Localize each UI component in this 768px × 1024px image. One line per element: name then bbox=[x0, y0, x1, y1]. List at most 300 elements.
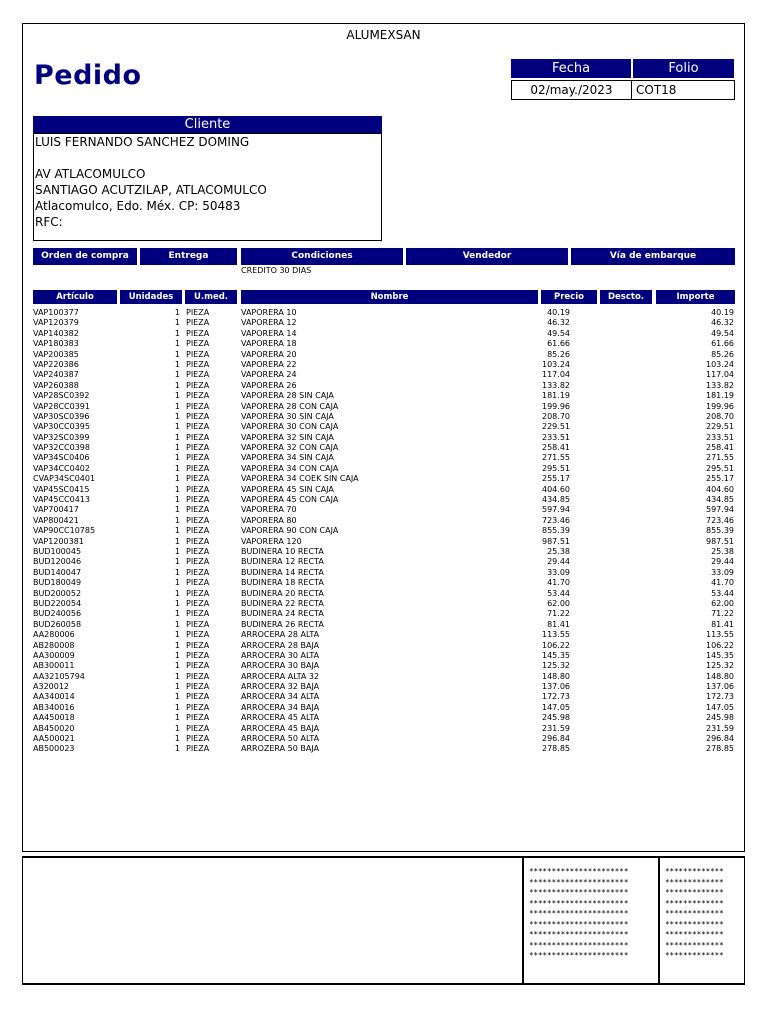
table-row bbox=[33, 453, 735, 463]
items-table bbox=[33, 308, 735, 755]
umed-cell: PIEZA bbox=[186, 650, 210, 660]
unidades-cell: 1 bbox=[174, 744, 180, 754]
nombre-cell: VAPORERA 14 bbox=[241, 328, 297, 338]
articulo-cell: BUD140047 bbox=[33, 567, 82, 577]
importe-cell: 113.55 bbox=[706, 630, 734, 640]
masked-total-line: ************* bbox=[665, 951, 724, 960]
umed-cell: PIEZA bbox=[186, 536, 210, 546]
masked-total-line: ************* bbox=[665, 888, 724, 897]
masked-total-line: ********************** bbox=[529, 919, 629, 929]
nombre-cell: ARROCERA 45 ALTA bbox=[241, 713, 320, 723]
document-title: Pedido bbox=[34, 60, 142, 91]
umed-cell: PIEZA bbox=[186, 598, 210, 608]
nombre-cell: VAPORERA 45 CON CAJA bbox=[241, 495, 339, 505]
unidades-cell: 1 bbox=[174, 495, 180, 505]
table-row bbox=[33, 495, 735, 505]
nombre-cell: ARROCERA 34 ALTA bbox=[241, 692, 320, 702]
umed-cell: PIEZA bbox=[186, 328, 210, 338]
masked-total-line: ********************** bbox=[529, 898, 629, 908]
orden-compra-header: Orden de compra bbox=[33, 248, 137, 265]
table-row bbox=[33, 651, 735, 661]
articulo-cell: AB280008 bbox=[33, 640, 75, 650]
umed-cell: PIEZA bbox=[186, 671, 210, 681]
umed-cell: PIEZA bbox=[186, 359, 210, 369]
precio-cell: 25.38 bbox=[547, 546, 570, 556]
importe-cell: 296.84 bbox=[706, 734, 734, 744]
articulo-cell: BUD200052 bbox=[33, 588, 82, 598]
nombre-cell: ARROCERA 28 ALTA bbox=[241, 630, 320, 640]
unidades-cell: 1 bbox=[174, 328, 180, 338]
umed-cell: PIEZA bbox=[186, 609, 210, 619]
umed-cell: PIEZA bbox=[186, 661, 210, 671]
precio-cell: 125.32 bbox=[542, 661, 570, 671]
precio-cell: 40.19 bbox=[547, 308, 570, 317]
entrega-header: Entrega bbox=[140, 248, 237, 265]
umed-cell: PIEZA bbox=[186, 484, 210, 494]
importe-cell: 85.26 bbox=[711, 349, 734, 359]
nombre-cell: BUDINERA 26 RECTA bbox=[241, 619, 324, 629]
importe-cell: 125.32 bbox=[706, 661, 734, 671]
unidades-cell: 1 bbox=[174, 526, 180, 536]
precio-cell: 46.32 bbox=[547, 318, 570, 328]
importe-cell: 255.17 bbox=[706, 474, 734, 484]
nombre-cell: BUDINERA 18 RECTA bbox=[241, 578, 324, 588]
precio-cell: 855.39 bbox=[542, 526, 570, 536]
folio-value: COT18 bbox=[631, 80, 735, 100]
unidades-cell: 1 bbox=[174, 484, 180, 494]
nombre-cell: ARROZERA 50 BAJA bbox=[241, 744, 320, 754]
table-row bbox=[33, 713, 735, 723]
nombre-cell: VAPORERA 18 bbox=[241, 339, 297, 349]
precio-cell: 145.35 bbox=[542, 650, 570, 660]
col-precio: Precio bbox=[541, 290, 597, 304]
umed-cell: PIEZA bbox=[186, 318, 210, 328]
table-row bbox=[33, 703, 735, 713]
masked-total-line: ********************** bbox=[529, 877, 629, 887]
nombre-cell: BUDINERA 20 RECTA bbox=[241, 588, 324, 598]
table-row bbox=[33, 724, 735, 734]
precio-cell: 271.55 bbox=[542, 453, 570, 463]
table-row bbox=[33, 464, 735, 474]
cliente-label: Cliente bbox=[33, 116, 382, 133]
nombre-cell: VAPORERA 32 CON CAJA bbox=[241, 443, 339, 453]
vendedor-header: Vendedor bbox=[406, 248, 568, 265]
col-articulo: Artículo bbox=[33, 290, 117, 304]
umed-cell: PIEZA bbox=[186, 453, 210, 463]
articulo-cell: VAP100377 bbox=[33, 308, 79, 317]
cliente-address3: Atlacomulco, Edo. Méx. CP: 50483 bbox=[35, 199, 241, 213]
table-row bbox=[33, 391, 735, 401]
table-row bbox=[33, 308, 735, 318]
col-umed: U.med. bbox=[185, 290, 237, 304]
importe-cell: 208.70 bbox=[706, 411, 734, 421]
importe-cell: 145.35 bbox=[706, 650, 734, 660]
unidades-cell: 1 bbox=[174, 650, 180, 660]
articulo-cell: VAP180383 bbox=[33, 339, 79, 349]
unidades-cell: 1 bbox=[174, 432, 180, 442]
table-row bbox=[33, 599, 735, 609]
nombre-cell: VAPORERA 34 COEK SIN CAJA bbox=[241, 474, 359, 484]
nombre-cell: VAPORERA 30 SIN CAJA bbox=[241, 411, 334, 421]
articulo-cell: VAP32SC0399 bbox=[33, 432, 90, 442]
nombre-cell: VAPORERA 120 bbox=[241, 536, 302, 546]
importe-cell: 49.54 bbox=[711, 328, 734, 338]
importe-cell: 53.44 bbox=[711, 588, 734, 598]
company-name: ALUMEXSAN bbox=[346, 28, 421, 42]
unidades-cell: 1 bbox=[174, 515, 180, 525]
importe-cell: 71.22 bbox=[711, 609, 734, 619]
nombre-cell: VAPORERA 34 SIN CAJA bbox=[241, 453, 334, 463]
articulo-cell: VAP28SC0392 bbox=[33, 391, 90, 401]
table-row bbox=[33, 557, 735, 567]
articulo-cell: BUD260058 bbox=[33, 619, 82, 629]
precio-cell: 133.82 bbox=[542, 380, 570, 390]
table-row bbox=[33, 589, 735, 599]
unidades-cell: 1 bbox=[174, 671, 180, 681]
articulo-cell: VAP200385 bbox=[33, 349, 79, 359]
umed-cell: PIEZA bbox=[186, 339, 210, 349]
umed-cell: PIEZA bbox=[186, 567, 210, 577]
umed-cell: PIEZA bbox=[186, 370, 210, 380]
precio-cell: 233.51 bbox=[542, 432, 570, 442]
importe-cell: 295.51 bbox=[706, 463, 734, 473]
umed-cell: PIEZA bbox=[186, 432, 210, 442]
table-row bbox=[33, 682, 735, 692]
precio-cell: 85.26 bbox=[547, 349, 570, 359]
nombre-cell: VAPORERA 22 bbox=[241, 359, 297, 369]
table-row bbox=[33, 474, 735, 484]
importe-cell: 404.60 bbox=[706, 484, 734, 494]
importe-cell: 199.96 bbox=[706, 401, 734, 411]
precio-cell: 434.85 bbox=[542, 495, 570, 505]
table-row bbox=[33, 526, 735, 536]
masked-total-line: ************* bbox=[665, 919, 724, 929]
importe-cell: 855.39 bbox=[706, 526, 734, 536]
condiciones-value: CREDITO 30 DIAS bbox=[241, 266, 312, 275]
precio-cell: 404.60 bbox=[542, 484, 570, 494]
importe-cell: 434.85 bbox=[706, 495, 734, 505]
unidades-cell: 1 bbox=[174, 536, 180, 546]
table-row bbox=[33, 672, 735, 682]
precio-cell: 81.41 bbox=[547, 619, 570, 629]
umed-cell: PIEZA bbox=[186, 474, 210, 484]
importe-cell: 33.09 bbox=[711, 567, 734, 577]
unidades-cell: 1 bbox=[174, 422, 180, 432]
nombre-cell: VAPORERA 90 CON CAJA bbox=[241, 526, 339, 536]
umed-cell: PIEZA bbox=[186, 308, 210, 317]
totals-divider-1 bbox=[522, 856, 524, 985]
umed-cell: PIEZA bbox=[186, 578, 210, 588]
umed-cell: PIEZA bbox=[186, 640, 210, 650]
table-row bbox=[33, 370, 735, 380]
articulo-cell: VAP700417 bbox=[33, 505, 79, 515]
importe-cell: 271.55 bbox=[706, 453, 734, 463]
table-row bbox=[33, 661, 735, 671]
articulo-cell: BUD100045 bbox=[33, 546, 82, 556]
nombre-cell: BUDINERA 24 RECTA bbox=[241, 609, 324, 619]
table-row bbox=[33, 350, 735, 360]
importe-cell: 148.80 bbox=[706, 671, 734, 681]
precio-cell: 255.17 bbox=[542, 474, 570, 484]
unidades-cell: 1 bbox=[174, 609, 180, 619]
articulo-cell: AA280006 bbox=[33, 630, 75, 640]
umed-cell: PIEZA bbox=[186, 692, 210, 702]
masked-total-line: ********************** bbox=[529, 909, 629, 918]
masked-total-line: ************* bbox=[665, 909, 724, 918]
table-row bbox=[33, 641, 735, 651]
cliente-rfc: RFC: bbox=[35, 215, 63, 229]
importe-cell: 278.85 bbox=[706, 744, 734, 754]
nombre-cell: ARROCERA 45 BAJA bbox=[241, 723, 320, 733]
nombre-cell: ARROCERA ALTA 32 bbox=[241, 671, 320, 681]
precio-cell: 295.51 bbox=[542, 463, 570, 473]
umed-cell: PIEZA bbox=[186, 443, 210, 453]
unidades-cell: 1 bbox=[174, 318, 180, 328]
articulo-cell: AA450018 bbox=[33, 713, 75, 723]
unidades-cell: 1 bbox=[174, 401, 180, 411]
articulo-cell: VAP260388 bbox=[33, 380, 79, 390]
totals-divider-2 bbox=[658, 856, 660, 985]
articulo-cell: VAP34SC0406 bbox=[33, 453, 90, 463]
nombre-cell: ARROCERA 32 BAJA bbox=[241, 682, 320, 692]
unidades-cell: 1 bbox=[174, 598, 180, 608]
cliente-line2 bbox=[34, 150, 381, 166]
articulo-cell: VAP220386 bbox=[33, 359, 79, 369]
umed-cell: PIEZA bbox=[186, 463, 210, 473]
umed-cell: PIEZA bbox=[186, 588, 210, 598]
table-row bbox=[33, 578, 735, 588]
precio-cell: 49.54 bbox=[547, 328, 570, 338]
precio-cell: 106.22 bbox=[542, 640, 570, 650]
table-row bbox=[33, 630, 735, 640]
nombre-cell: VAPORERA 34 CON CAJA bbox=[241, 463, 339, 473]
cliente-box bbox=[33, 133, 382, 241]
articulo-cell: AA340014 bbox=[33, 692, 75, 702]
unidades-cell: 1 bbox=[174, 578, 180, 588]
unidades-cell: 1 bbox=[174, 723, 180, 733]
articulo-cell: VAP34CC0402 bbox=[33, 463, 90, 473]
masked-total-line: ************* bbox=[665, 877, 724, 887]
fecha-label: Fecha bbox=[511, 59, 631, 78]
importe-cell: 245.98 bbox=[706, 713, 734, 723]
precio-cell: 296.84 bbox=[542, 734, 570, 744]
unidades-cell: 1 bbox=[174, 702, 180, 712]
umed-cell: PIEZA bbox=[186, 515, 210, 525]
table-row bbox=[33, 381, 735, 391]
unidades-cell: 1 bbox=[174, 619, 180, 629]
precio-cell: 258.41 bbox=[542, 443, 570, 453]
precio-cell: 62.00 bbox=[547, 598, 570, 608]
articulo-cell: AA500021 bbox=[33, 734, 75, 744]
precio-cell: 231.59 bbox=[542, 723, 570, 733]
precio-cell: 278.85 bbox=[542, 744, 570, 754]
unidades-cell: 1 bbox=[174, 567, 180, 577]
unidades-cell: 1 bbox=[174, 505, 180, 515]
umed-cell: PIEZA bbox=[186, 744, 210, 754]
unidades-cell: 1 bbox=[174, 474, 180, 484]
totals-box bbox=[22, 856, 745, 985]
articulo-cell: VAP30CC0395 bbox=[33, 422, 90, 432]
articulo-cell: VAP120379 bbox=[33, 318, 79, 328]
nombre-cell: VAPORERA 70 bbox=[241, 505, 297, 515]
cliente-name: LUIS FERNANDO SANCHEZ DOMING bbox=[35, 135, 250, 149]
precio-cell: 53.44 bbox=[547, 588, 570, 598]
nombre-cell: BUDINERA 14 RECTA bbox=[241, 567, 324, 577]
precio-cell: 61.66 bbox=[547, 339, 570, 349]
unidades-cell: 1 bbox=[174, 349, 180, 359]
unidades-cell: 1 bbox=[174, 713, 180, 723]
umed-cell: PIEZA bbox=[186, 495, 210, 505]
precio-cell: 148.80 bbox=[542, 671, 570, 681]
precio-cell: 987.51 bbox=[542, 536, 570, 546]
umed-cell: PIEZA bbox=[186, 391, 210, 401]
masked-total-line: ********************** bbox=[529, 940, 629, 950]
articulo-cell: BUD180049 bbox=[33, 578, 82, 588]
cliente-address2: SANTIAGO ACUTZILAP, ATLACOMULCO bbox=[35, 183, 267, 197]
articulo-cell: CVAP34SC0401 bbox=[33, 474, 96, 484]
articulo-cell: BUD120046 bbox=[33, 557, 82, 567]
table-row bbox=[33, 412, 735, 422]
importe-cell: 61.66 bbox=[711, 339, 734, 349]
importe-cell: 137.06 bbox=[706, 682, 734, 692]
importe-cell: 181.19 bbox=[706, 391, 734, 401]
precio-cell: 723.46 bbox=[542, 515, 570, 525]
umed-cell: PIEZA bbox=[186, 702, 210, 712]
unidades-cell: 1 bbox=[174, 443, 180, 453]
precio-cell: 29.44 bbox=[547, 557, 570, 567]
importe-cell: 233.51 bbox=[706, 432, 734, 442]
importe-cell: 172.73 bbox=[706, 692, 734, 702]
table-row bbox=[33, 422, 735, 432]
masked-total-line: ********************** bbox=[529, 930, 629, 939]
articulo-cell: BUD240056 bbox=[33, 609, 82, 619]
unidades-cell: 1 bbox=[174, 453, 180, 463]
importe-cell: 103.24 bbox=[706, 359, 734, 369]
umed-cell: PIEZA bbox=[186, 505, 210, 515]
nombre-cell: ARROCERA 30 ALTA bbox=[241, 650, 320, 660]
table-row bbox=[33, 516, 735, 526]
masked-total-line: ********************** bbox=[529, 951, 629, 960]
col-descto: Descto. bbox=[600, 290, 652, 304]
nombre-cell: VAPORERA 28 SIN CAJA bbox=[241, 391, 334, 401]
importe-cell: 597.94 bbox=[706, 505, 734, 515]
importe-cell: 147.05 bbox=[706, 702, 734, 712]
precio-cell: 208.70 bbox=[542, 411, 570, 421]
precio-cell: 597.94 bbox=[542, 505, 570, 515]
table-row bbox=[33, 734, 735, 744]
umed-cell: PIEZA bbox=[186, 723, 210, 733]
nombre-cell: BUDINERA 10 RECTA bbox=[241, 546, 324, 556]
importe-cell: 62.00 bbox=[711, 598, 734, 608]
umed-cell: PIEZA bbox=[186, 411, 210, 421]
table-row bbox=[33, 318, 735, 328]
unidades-cell: 1 bbox=[174, 359, 180, 369]
articulo-cell: VAP45CC0413 bbox=[33, 495, 90, 505]
umed-cell: PIEZA bbox=[186, 401, 210, 411]
unidades-cell: 1 bbox=[174, 588, 180, 598]
nombre-cell: BUDINERA 12 RECTA bbox=[241, 557, 324, 567]
precio-cell: 181.19 bbox=[542, 391, 570, 401]
precio-cell: 33.09 bbox=[547, 567, 570, 577]
importe-cell: 229.51 bbox=[706, 422, 734, 432]
totals-values-masked bbox=[665, 867, 724, 962]
nombre-cell: VAPORERA 12 bbox=[241, 318, 297, 328]
nombre-cell: VAPORERA 24 bbox=[241, 370, 297, 380]
table-row bbox=[33, 443, 735, 453]
unidades-cell: 1 bbox=[174, 380, 180, 390]
articulo-cell: AB500023 bbox=[33, 744, 75, 754]
unidades-cell: 1 bbox=[174, 661, 180, 671]
importe-cell: 41.70 bbox=[711, 578, 734, 588]
nombre-cell: VAPORERA 32 SIN CAJA bbox=[241, 432, 334, 442]
masked-total-line: ************* bbox=[665, 940, 724, 950]
unidades-cell: 1 bbox=[174, 692, 180, 702]
masked-total-line: ************* bbox=[665, 898, 724, 908]
table-row bbox=[33, 485, 735, 495]
unidades-cell: 1 bbox=[174, 308, 180, 317]
condiciones-header: Condiciones bbox=[241, 248, 403, 265]
umed-cell: PIEZA bbox=[186, 422, 210, 432]
precio-cell: 41.70 bbox=[547, 578, 570, 588]
umed-cell: PIEZA bbox=[186, 682, 210, 692]
importe-cell: 40.19 bbox=[711, 308, 734, 317]
umed-cell: PIEZA bbox=[186, 557, 210, 567]
table-row bbox=[33, 568, 735, 578]
unidades-cell: 1 bbox=[174, 411, 180, 421]
cliente-address1: AV ATLACOMULCO bbox=[35, 167, 146, 181]
importe-cell: 258.41 bbox=[706, 443, 734, 453]
table-row bbox=[33, 329, 735, 339]
precio-cell: 147.05 bbox=[542, 702, 570, 712]
importe-cell: 231.59 bbox=[706, 723, 734, 733]
articulo-cell: AA300009 bbox=[33, 650, 75, 660]
unidades-cell: 1 bbox=[174, 630, 180, 640]
unidades-cell: 1 bbox=[174, 557, 180, 567]
col-importe: Importe bbox=[656, 290, 735, 304]
importe-cell: 29.44 bbox=[711, 557, 734, 567]
articulo-cell: VAP28CC0391 bbox=[33, 401, 90, 411]
unidades-cell: 1 bbox=[174, 640, 180, 650]
articulo-cell: AB450020 bbox=[33, 723, 75, 733]
importe-cell: 25.38 bbox=[711, 546, 734, 556]
articulo-cell: VAP240387 bbox=[33, 370, 79, 380]
table-row bbox=[33, 692, 735, 702]
table-row bbox=[33, 537, 735, 547]
unidades-cell: 1 bbox=[174, 463, 180, 473]
articulo-cell: VAP45SC0415 bbox=[33, 484, 90, 494]
articulo-cell: AA32105794 bbox=[33, 671, 85, 681]
nombre-cell: VAPORERA 26 bbox=[241, 380, 297, 390]
unidades-cell: 1 bbox=[174, 370, 180, 380]
importe-cell: 106.22 bbox=[706, 640, 734, 650]
table-row bbox=[33, 620, 735, 630]
precio-cell: 199.96 bbox=[542, 401, 570, 411]
articulo-cell: VAP30SC0396 bbox=[33, 411, 90, 421]
importe-cell: 987.51 bbox=[706, 536, 734, 546]
articulo-cell: AB300011 bbox=[33, 661, 75, 671]
masked-total-line: ************* bbox=[665, 867, 724, 876]
table-row bbox=[33, 505, 735, 515]
nombre-cell: BUDINERA 22 RECTA bbox=[241, 598, 324, 608]
col-unidades: Unidades bbox=[120, 290, 182, 304]
table-row bbox=[33, 609, 735, 619]
masked-total-line: ************* bbox=[665, 930, 724, 939]
totals-labels-masked bbox=[529, 867, 628, 962]
precio-cell: 117.04 bbox=[542, 370, 570, 380]
fecha-value: 02/may./2023 bbox=[511, 80, 632, 100]
importe-cell: 46.32 bbox=[711, 318, 734, 328]
articulo-cell: BUD220054 bbox=[33, 598, 82, 608]
